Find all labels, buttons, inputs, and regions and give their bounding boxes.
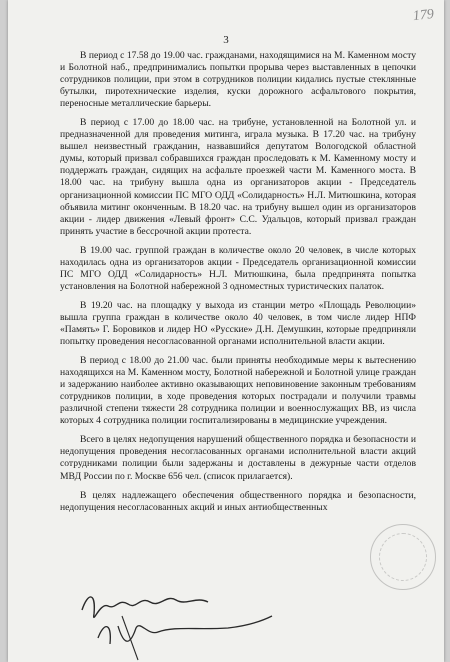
paragraph-6: Всего в целях недопущения нарушений общественного порядка и безопасности и недопущения проведения несогласованных органами исполнительной власти акций сотрудниками полиции были задержаны и доставлены в дежурные части отделов МВД России по г. Москве 656 чел. (список прилагается). (60, 434, 416, 482)
paragraph-3: В 19.00 час. группой граждан в количестве около 20 человек, в числе которых находилась одна из организаторов акции - Председатель организационной комиссии ПС МГО ОДД «Солидарность» Н.Л. Митюшкина, была предпринята попытка установления на Болотной набережной 3 одноместных туристических палаток. (60, 244, 416, 292)
paragraph-4: В 19.20 час. на площадку у выхода из станции метро «Площадь Революции» вышла группа граждан в количестве около 40 человек, в том числе лидер НПФ «Память» Г. Боровиков и лидер НО «Русские» Д.Н. Демушкин, которые предприняли попытку проведения несогласованной органами исполнительной власти акции. (60, 299, 416, 348)
paragraph-1: В период с 17.58 до 19.00 час. гражданами, находящимися на М. Каменном мосту и Болотной наб., предпринимались попытки прорыва через выставленных в цепочки сотрудников полиции, при этом в сотрудников полиции кидались пустые стеклянные бутылки, пиротехнические изделия, куски дорожного асфальтового покрытия, переносные металлические барьеры. (60, 50, 416, 110)
document-page (8, 0, 444, 662)
handwritten-signature (78, 586, 278, 662)
faded-stamp (370, 524, 436, 590)
document-body (60, 50, 416, 514)
paragraph-2: В период с 17.00 до 18.00 час. на трибуне, установленной на Болотной ул. и предназначенной для проведения митинга, играла музыка. В 17.20 час. на трибуну вышел неизвестный гражданин, назвавшийся депутатом Вологодской областной думы, который призвал собравшихся граждан проследовать к М. Каменному мосту и поддержать граждан, сидящих на асфальте проезжей части М. Каменного моста. В 18.00 час. на трибуну вышла одна из организаторов акции - Председатель организационной комиссии ПС МГО ОДД «Солидарность» Н.Л. Митюшкина, которая объявила митинг оконченным. В 18.20 час. на трибуну вышел один из организаторов акции - лидер движения «Левый фронт» С.С. Удальцов, который призвал граждан принять участие в бессрочной акции протеста. (60, 117, 416, 237)
paragraph-5: В период с 18.00 до 21.00 час. были приняты необходимые меры к вытеснению находящихся на М. Каменном мосту, Болотной набережной и Болотной улице граждан и задержанию наиболее активно оказывающих неповиновение законным требованиям сотрудников полиции, в ходе проведения которых пострадали и получили травмы различной степени тяжести 28 сотрудника полиции и военнослужащих ВВ, из числа которых 4 сотрудника полиции госпитализированы в медицинские учреждения. (60, 355, 416, 427)
page-number: 3 (223, 34, 229, 46)
handwritten-page-number: 179 (412, 6, 435, 25)
paragraph-7: В целях надлежащего обеспечения общественного порядка и безопасности, недопущения несогласованных акций и иных антиобщественных (60, 489, 416, 513)
